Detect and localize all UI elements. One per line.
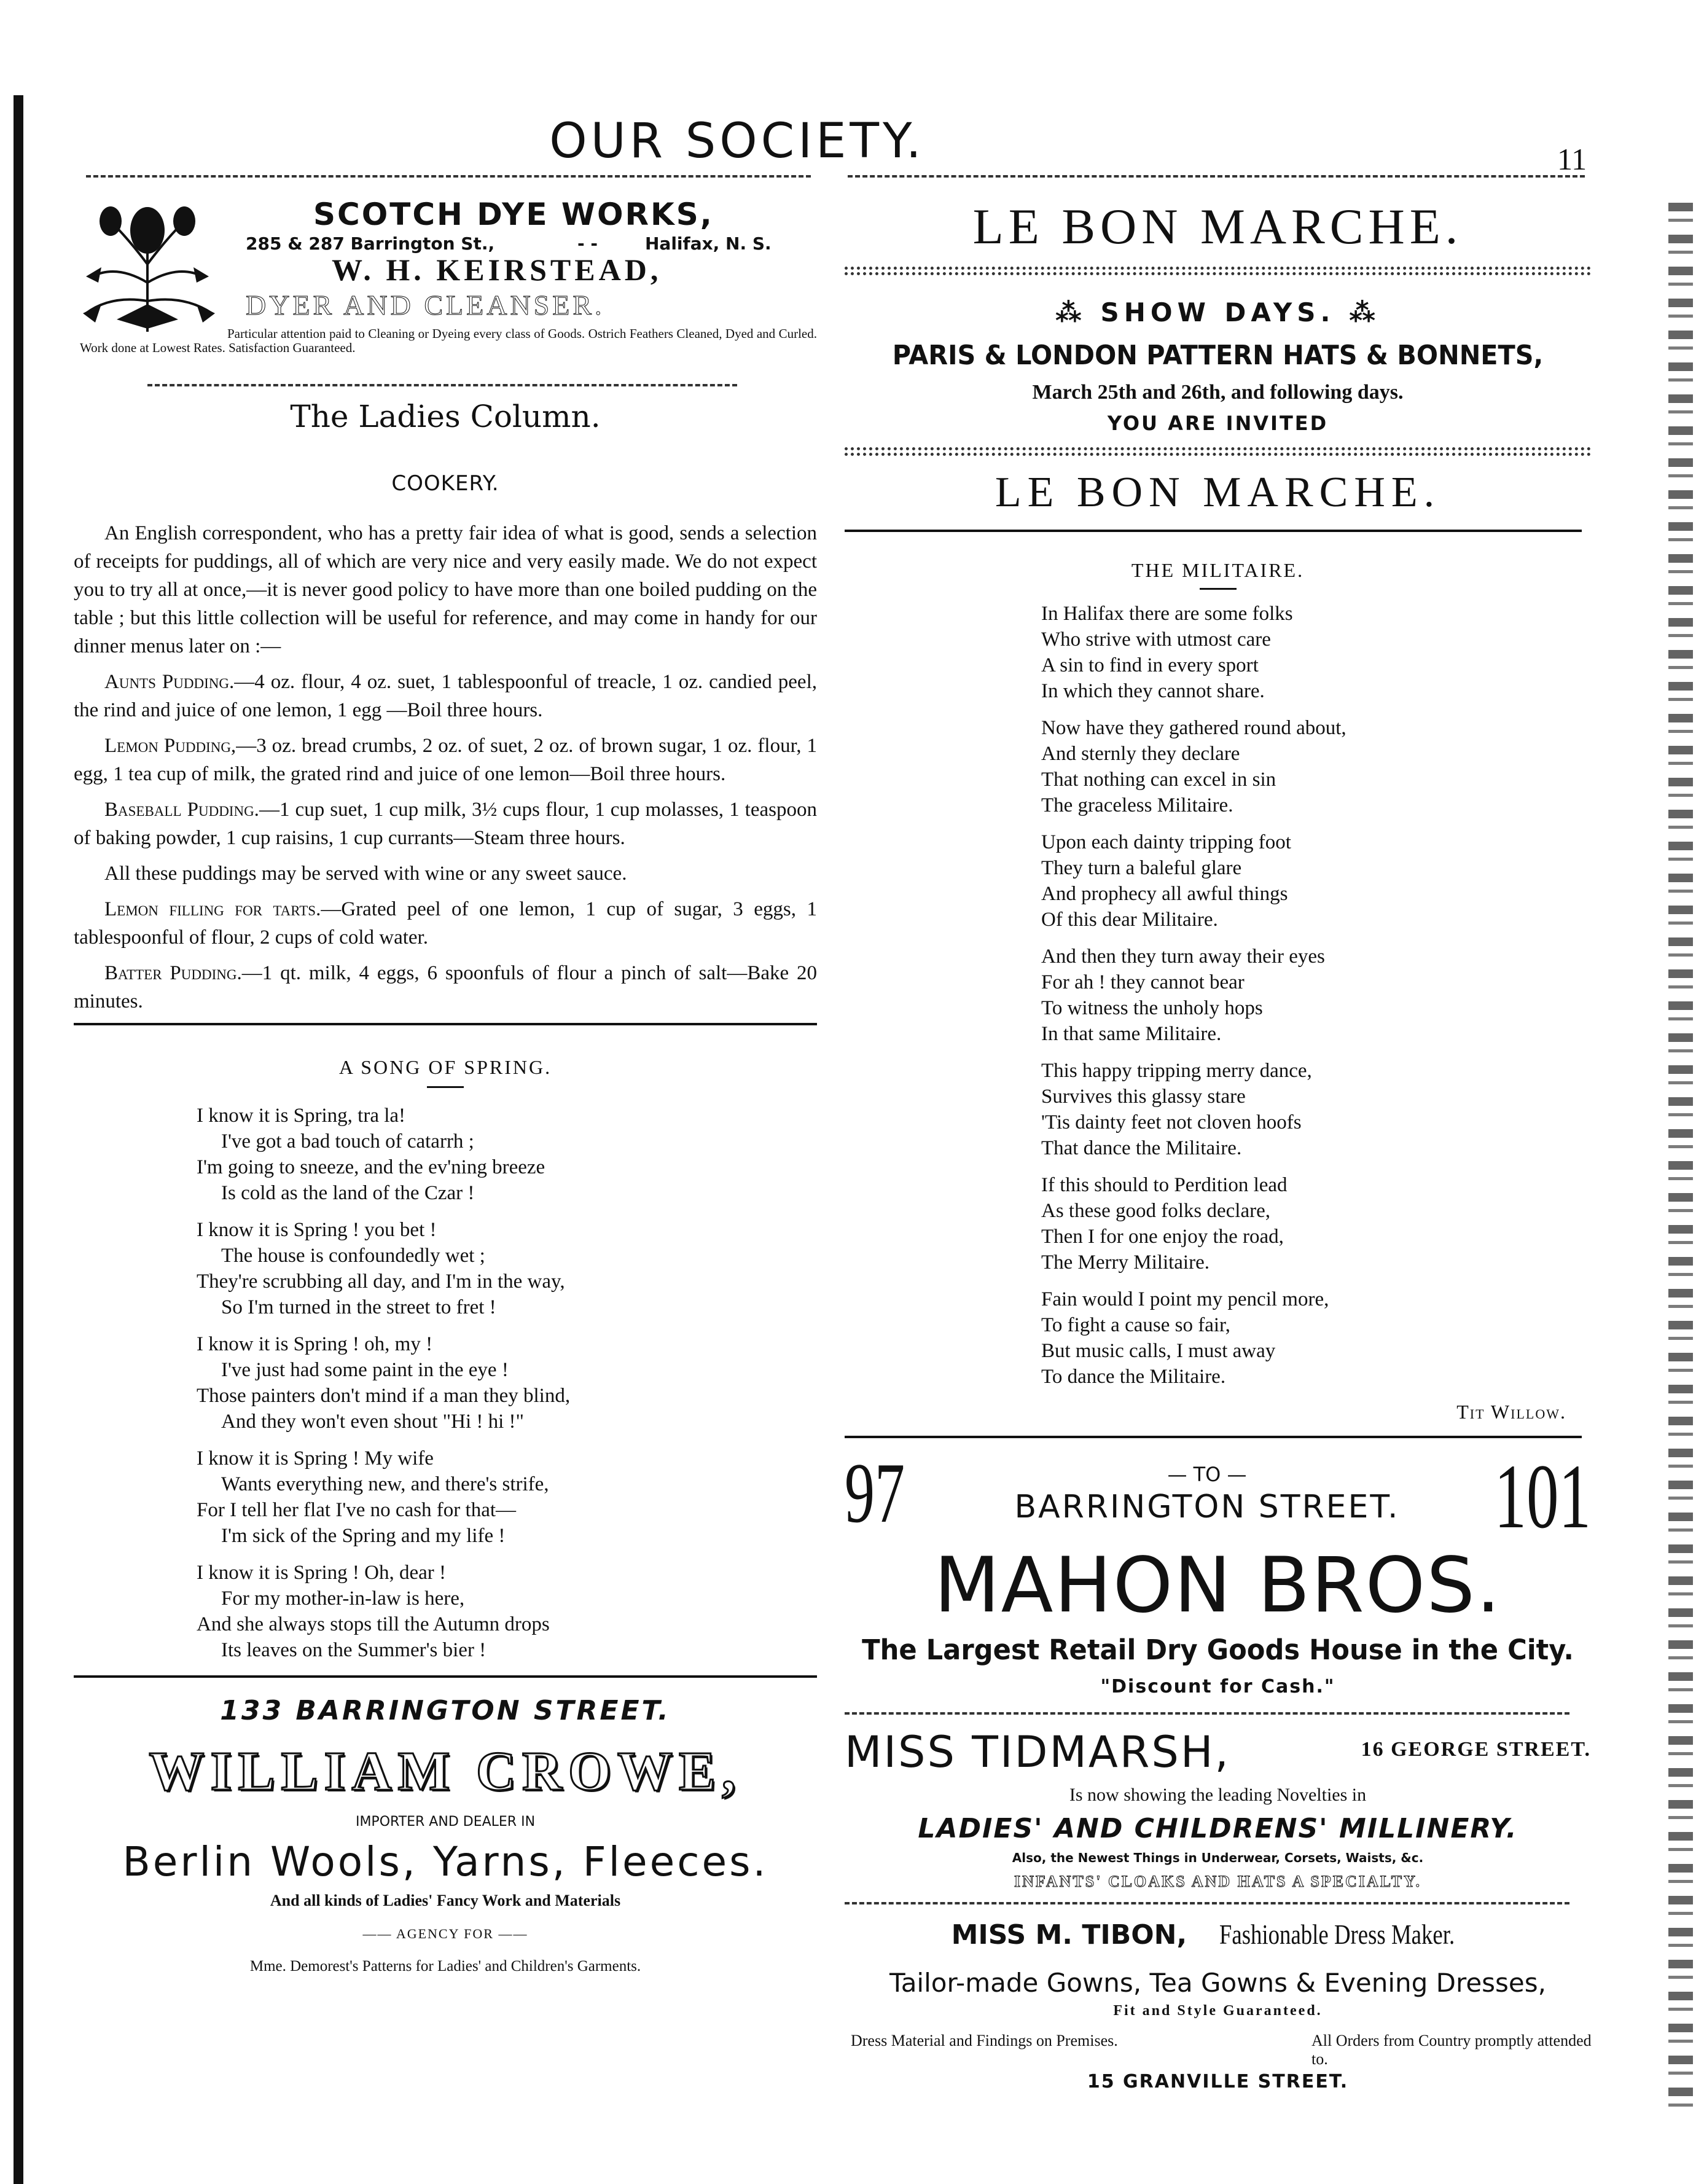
song-title: A SONG OF SPRING. xyxy=(338,1056,552,1078)
poem-line: For I tell her flat I've no cash for that— xyxy=(197,1499,517,1521)
tidmarsh-address: 16 GEORGE STREET. xyxy=(1361,1738,1591,1761)
militaire-stanza xyxy=(1041,1172,1591,1275)
recipe-name: Baseball Pudding. xyxy=(104,799,259,821)
tidmarsh-name: MISS TIDMARSH, xyxy=(845,1727,1230,1777)
bon-marche-rule-3 xyxy=(845,530,1582,532)
recipe-text: —3 oz. bread crumbs, 2 oz. of suet, 2 oz. of brown sugar, 1 oz. flour, 1 egg, 1 tea cup of milk, the grated rind and juice of one lemon—Boil three hours. xyxy=(74,735,817,785)
recipe-batter-pudding xyxy=(74,959,817,1016)
poem-line: I know it is Spring ! oh, my ! xyxy=(197,1333,433,1355)
mahon-street: BARRINGTON STREET. xyxy=(1014,1489,1400,1525)
tibon-footer xyxy=(845,2032,1591,2071)
poem-line: Fain would I point my pencil more, xyxy=(1041,1288,1329,1310)
poem-line: And sternly they declare xyxy=(1041,743,1240,765)
song-stanza xyxy=(197,1331,817,1434)
mahon-number-right: 101 xyxy=(1494,1446,1591,1548)
song-rule xyxy=(74,1675,817,1678)
bon-marche-title-1: LE BON MARCHE. xyxy=(972,198,1463,254)
poem-line: If this should to Perdition lead xyxy=(1041,1174,1288,1196)
militaire-stanza xyxy=(1041,601,1591,704)
mahon-discount: "Discount for Cash." xyxy=(1100,1676,1335,1697)
poem-line: Survives this glassy stare xyxy=(1041,1086,1246,1108)
tibon-name: MISS M. TIBON, xyxy=(951,1919,1187,1951)
recipe-baseball-pudding xyxy=(74,796,817,852)
poem-line: Then I for one enjoy the road, xyxy=(1041,1226,1284,1248)
song-stanza xyxy=(197,1217,817,1320)
recipe-name: Lemon Pudding, xyxy=(104,735,236,757)
tidmarsh-header xyxy=(845,1727,1591,1777)
dye-works-name: SCOTCH DYE WORKS, xyxy=(313,197,714,232)
militaire-stanza xyxy=(1041,1058,1591,1161)
binding-edge xyxy=(14,95,23,2184)
song-poem xyxy=(197,1103,817,1663)
bon-marche-title-2: LE BON MARCHE. xyxy=(995,469,1441,516)
song-stanza xyxy=(197,1560,817,1663)
dye-works-trade: DYER AND CLEANSER. xyxy=(246,289,605,321)
bon-marche-rule-1b xyxy=(845,272,1591,275)
dye-works-city: Halifax, N. S. xyxy=(645,233,772,254)
tidmarsh-rule xyxy=(845,1902,1569,1904)
poem-line: The house is confoundedly wet ; xyxy=(221,1245,485,1267)
poem-line: A sin to find in every sport xyxy=(1041,654,1259,676)
militaire-poem xyxy=(1041,601,1591,1390)
tibon-trade: Fashionable Dress Maker. xyxy=(1219,1919,1455,1950)
poem-line: And they won't even shout "Hi ! hi !" xyxy=(221,1411,524,1433)
poem-rule xyxy=(845,1436,1582,1438)
song-title-rule xyxy=(427,1086,464,1088)
militaire-stanza xyxy=(1041,715,1591,818)
crowe-role: IMPORTER AND DEALER IN xyxy=(355,1814,536,1830)
recipe-name: Aunts Pudding. xyxy=(104,671,235,693)
cookery-intro: An English correspondent, who has a pretty fair idea of what is good, sends a selection of receipts for puddings, all of which are very nice and very easily made. We do not expect you to try all at once,—it is never good policy to have more than one boiled pudding on the table ; but this little collection will be useful for reference, and may come in handy for our dinner menus later on :— xyxy=(74,522,817,657)
show-days-banner xyxy=(845,297,1591,327)
poem-line: That nothing can excel in sin xyxy=(1041,769,1276,791)
dye-works-note: Particular attention paid to Cleaning or Dyeing every class of Goods. Ostrich Feathers Cleaned, Dyed and Curled. Work done at Lowest Rates. Satisfaction Guaranteed. xyxy=(80,326,817,355)
poem-line: And then they turn away their eyes xyxy=(1041,945,1325,968)
poem-signature: Tit Willow. xyxy=(1456,1401,1566,1423)
poem-line: For my mother-in-law is here, xyxy=(221,1587,465,1610)
thistle-icon xyxy=(74,197,221,338)
poem-line: I've just had some paint in the eye ! xyxy=(221,1359,509,1381)
tidmarsh-showing: Is now showing the leading Novelties in xyxy=(1069,1785,1367,1805)
right-column xyxy=(845,184,1591,2092)
dye-works-owner: W. H. KEIRSTEAD, xyxy=(332,252,662,287)
dye-works-dashes: - - xyxy=(577,233,598,254)
militaire-stanza xyxy=(1041,944,1591,1047)
cookery-rule xyxy=(74,1023,817,1025)
militaire-title-rule xyxy=(1200,588,1237,590)
mahon-to: — TO — xyxy=(1167,1463,1247,1486)
show-dates: March 25th and 26th, and following days. xyxy=(1032,381,1404,404)
tibon-material: Dress Material and Findings on Premises. xyxy=(851,2032,1118,2049)
poem-line: I'm going to sneeze, and the ev'ning breeze xyxy=(197,1156,545,1178)
decor-right-icon: ⁂ xyxy=(1349,297,1381,327)
tibon-header xyxy=(845,1918,1591,1951)
poem-line: 'Tis dainty feet not cloven hoofs xyxy=(1041,1111,1302,1133)
militaire-stanza xyxy=(1041,829,1591,933)
recipe-list xyxy=(74,668,817,852)
poem-line: So I'm turned in the street to fret ! xyxy=(221,1296,496,1318)
page-edge-noise xyxy=(1668,203,1693,2107)
recipe-name: Lemon filling for tarts. xyxy=(104,898,321,920)
crowe-agency: —— AGENCY FOR —— xyxy=(362,1926,528,1941)
poem-line: They're scrubbing all day, and I'm in the way, xyxy=(197,1270,565,1293)
poem-line: I know it is Spring ! Oh, dear ! xyxy=(197,1562,447,1584)
poem-line: Is cold as the land of the Czar ! xyxy=(221,1182,475,1204)
crowe-name: WILLIAM CROWE, xyxy=(149,1741,742,1802)
poem-line: In Halifax there are some folks xyxy=(1041,603,1293,625)
poem-line: As these good folks declare, xyxy=(1041,1200,1270,1222)
poem-line: And prophecy all awful things xyxy=(1041,883,1288,905)
poem-line: To dance the Militaire. xyxy=(1041,1366,1226,1388)
poem-line: I know it is Spring ! you bet ! xyxy=(197,1219,437,1241)
song-stanza xyxy=(197,1446,817,1549)
bon-marche-rule-2b xyxy=(845,453,1591,456)
mahon-name: MAHON BROS. xyxy=(934,1541,1502,1630)
mahon-rule xyxy=(845,1712,1569,1715)
bon-marche-rule-1 xyxy=(845,267,1591,270)
cookery-heading: COOKERY. xyxy=(391,471,499,496)
poem-line: That dance the Militaire. xyxy=(1041,1137,1242,1159)
poem-line: In that same Militaire. xyxy=(1041,1023,1222,1045)
poem-line: For ah ! they cannot bear xyxy=(1041,971,1245,993)
recipe-lemon-filling xyxy=(74,895,817,952)
recipe-text: —Grated peel of one lemon, 1 cup of sugar, 3 eggs, 1 tablespoonful of flour, 2 cups of cold water. xyxy=(74,898,817,949)
tibon-orders: All Orders from Country promptly attended to. xyxy=(1311,2032,1592,2068)
mahon-tagline: The Largest Retail Dry Goods House in the City. xyxy=(862,1634,1574,1666)
recipe-text: —1 qt. milk, 4 eggs, 6 spoonfuls of flour a pinch of salt—Bake 20 minutes. xyxy=(74,962,817,1012)
dye-works-address: 285 & 287 Barrington St., xyxy=(246,233,495,254)
decor-left-icon: ⁂ xyxy=(1055,297,1087,327)
recipe-name: Batter Pudding. xyxy=(104,962,242,984)
poem-line: They turn a baleful glare xyxy=(1041,857,1242,879)
poem-line: This happy tripping merry dance, xyxy=(1041,1060,1312,1082)
show-days-label: SHOW DAYS. xyxy=(1100,297,1335,327)
recipe-text: —1 cup suet, 1 cup milk, 3½ cups flour, 1 cup molasses, 1 teaspoon of baking powder, 1 cup raisins, 1 cup currants—Steam three hours. xyxy=(74,799,817,849)
ladies-column-title: The Ladies Column. xyxy=(290,399,601,434)
poem-line: Wants everything new, and there's strife, xyxy=(221,1473,549,1495)
tibon-gowns: Tailor-made Gowns, Tea Gowns & Evening Dresses, xyxy=(889,1968,1546,1998)
poem-line: I'm sick of the Spring and my life ! xyxy=(221,1525,506,1547)
tidmarsh-specialty: INFANTS' CLOAKS AND HATS A SPECIALTY. xyxy=(1014,1873,1421,1890)
poem-line: The Merry Militaire. xyxy=(1041,1251,1210,1274)
crowe-patterns: Mme. Demorest's Patterns for Ladies' and Children's Garments. xyxy=(249,1958,641,1975)
poem-line: To witness the unholy hops xyxy=(1041,997,1263,1019)
recipe-lemon-pudding xyxy=(74,732,817,788)
tibon-fit: Fit and Style Guaranteed. xyxy=(1113,2003,1323,2019)
you-are-invited: YOU ARE INVITED xyxy=(1107,412,1329,435)
poem-line: Of this dear Militaire. xyxy=(1041,909,1218,931)
header-rule-left xyxy=(86,175,811,178)
militaire-stanza xyxy=(1041,1286,1591,1390)
poem-line: In which they cannot share. xyxy=(1041,680,1265,702)
poem-line: Who strive with utmost care xyxy=(1041,628,1271,651)
left-column xyxy=(74,184,817,1975)
poem-line: Upon each dainty tripping foot xyxy=(1041,831,1291,853)
dye-ad-rule xyxy=(147,384,737,386)
mahon-number-left: 97 xyxy=(845,1446,905,1541)
crowe-goods: Berlin Wools, Yarns, Fleeces. xyxy=(122,1838,768,1885)
song-stanza xyxy=(197,1103,817,1206)
poem-line: Now have they gathered round about, xyxy=(1041,717,1346,739)
militaire-title: THE MILITAIRE. xyxy=(1131,559,1305,581)
hats-bonnets: PARIS & LONDON PATTERN HATS & BONNETS, xyxy=(892,340,1544,371)
poem-line: I've got a bad touch of catarrh ; xyxy=(221,1130,474,1153)
header-rule-right xyxy=(848,175,1585,178)
poem-line: Those painters don't mind if a man they blind, xyxy=(197,1385,571,1407)
crowe-sub: And all kinds of Ladies' Fancy Work and Materials xyxy=(270,1892,621,1909)
poem-line: The graceless Militaire. xyxy=(1041,794,1233,816)
mahon-address-block xyxy=(845,1446,1591,1548)
bon-marche-rule-2 xyxy=(845,447,1591,450)
poem-line: To fight a cause so fair, xyxy=(1041,1314,1230,1336)
tidmarsh-millinery: LADIES' AND CHILDRENS' MILLINERY. xyxy=(918,1813,1518,1844)
page-number: 11 xyxy=(1557,142,1587,176)
poem-line: I know it is Spring ! My wife xyxy=(197,1447,434,1470)
recipe-aunts-pudding xyxy=(74,668,817,724)
poem-line: But music calls, I must away xyxy=(1041,1340,1276,1362)
tidmarsh-also: Also, the Newest Things in Underwear, Corsets, Waists, &c. xyxy=(1012,1850,1424,1865)
page-title: OUR SOCIETY. xyxy=(549,114,925,169)
tibon-address: 15 GRANVILLE STREET. xyxy=(1087,2071,1349,2092)
poem-line: Its leaves on the Summer's bier ! xyxy=(221,1639,487,1661)
crowe-address: 133 BARRINGTON STREET. xyxy=(220,1695,671,1726)
scotch-dye-works-ad xyxy=(74,184,817,384)
poem-line: I know it is Spring, tra la! xyxy=(197,1105,406,1127)
poem-line: And she always stops till the Autumn drops xyxy=(197,1613,550,1635)
puddings-note: All these puddings may be served with wine or any sweet sauce. xyxy=(104,863,627,885)
recipe-text: —4 oz. flour, 4 oz. suet, 1 tablespoonful of treacle, 1 oz. candied peel, the rind and juice of one lemon, 1 egg —Boil three hours. xyxy=(74,671,817,721)
